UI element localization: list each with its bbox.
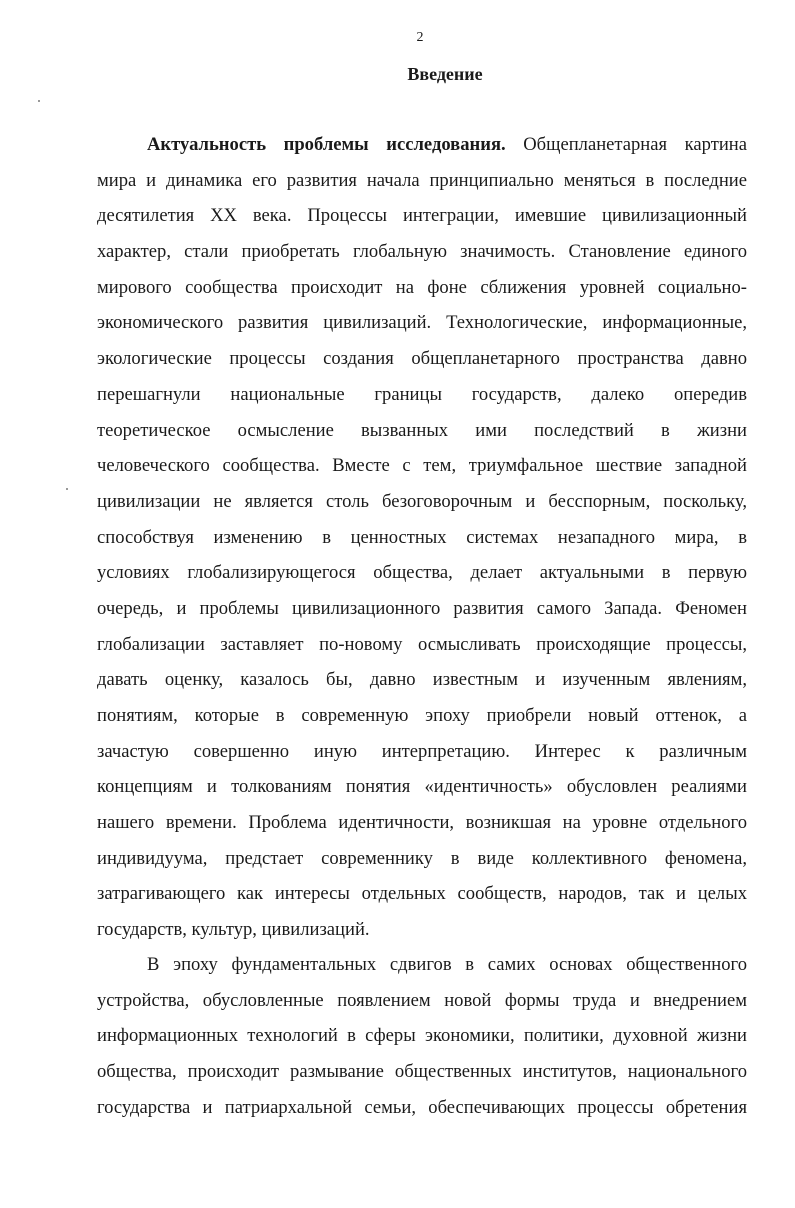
scan-speck [66,488,68,490]
paragraph-line: способствуя изменению в ценностных системах незападного мира, в [97,526,747,548]
paragraph-line: нашего времени. Проблема идентичности, возникшая на уровне отдельного [97,812,747,834]
paragraph-line: экономического развития цивилизаций. Технологические, информационные, [97,312,747,334]
paragraph-line: теоретическое осмысление вызванных ими последствий в жизни [97,419,747,441]
paragraph-line: мира и динамика его развития начала принципиально меняться в последние [97,169,747,191]
paragraph-line: характер, стали приобретать глобальную значимость. Становление единого [97,241,747,263]
scan-speck [38,100,40,102]
paragraph-line: затрагивающего как интересы отдельных сообществ, народов, так и целых [97,883,747,905]
paragraph-line: государства и патриархальной семьи, обеспечивающих процессы обретения [97,1096,747,1118]
paragraph-1 [97,127,747,948]
paragraph-line: десятилетия XX века. Процессы интеграции, имевшие цивилизационный [97,205,747,227]
paragraph-line: государств, культур, цивилизаций. [97,919,370,941]
paragraph-line: Актуальность проблемы исследования. Общепланетарная картина [147,134,747,155]
paragraph-line: устройства, обусловленные появлением новой формы труда и внедрением [97,989,747,1011]
paragraph-line: цивилизации не является столь безоговорочным и бесспорным, поскольку, [97,490,747,512]
paragraph-line: мирового сообщества происходит на фоне сближения уровней социально- [97,276,747,298]
paragraph-line: понятиям, которые в современную эпоху приобрели новый оттенок, а [97,705,747,726]
paragraph-line: В эпоху фундаментальных сдвигов в самих основах общественного [147,954,747,975]
page-number: 2 [416,30,424,45]
paragraph-line: перешагнули национальные границы государств, далеко опередив [97,383,747,405]
paragraph-line: человеческого сообщества. Вместе с тем, триумфальное шествие западной [97,455,747,477]
paragraph-line: концепциям и толкованиям понятия «идентичность» обусловлен реалиями [97,776,747,798]
paragraph-line: давать оценку, казалось бы, давно известным и изученным явлениям, [97,669,747,691]
paragraph-line: экологические процессы создания общепланетарного пространства давно [97,348,747,370]
paragraph-line: условиях глобализирующегося общества, делает актуальными в первую [97,562,747,584]
section-heading: Введение [407,64,483,84]
paragraph-line: зачастую совершенно иную интерпретацию. Интерес к различным [97,740,747,762]
paragraph-line: очередь, и проблемы цивилизационного развития самого Запада. Феномен [97,597,747,619]
lead-phrase: Актуальность проблемы исследования. [147,134,506,155]
paragraph-line: индивидуума, предстает современнику в виде коллективного феномена, [97,847,747,869]
paragraph-line: общества, происходит размывание общественных институтов, национального [97,1061,747,1083]
paragraph-2 [97,947,747,1125]
paragraph-line: информационных технологий в сферы экономики, политики, духовной жизни [97,1025,747,1047]
paragraph-line: глобализации заставляет по-новому осмысливать происходящие процессы, [97,633,747,655]
